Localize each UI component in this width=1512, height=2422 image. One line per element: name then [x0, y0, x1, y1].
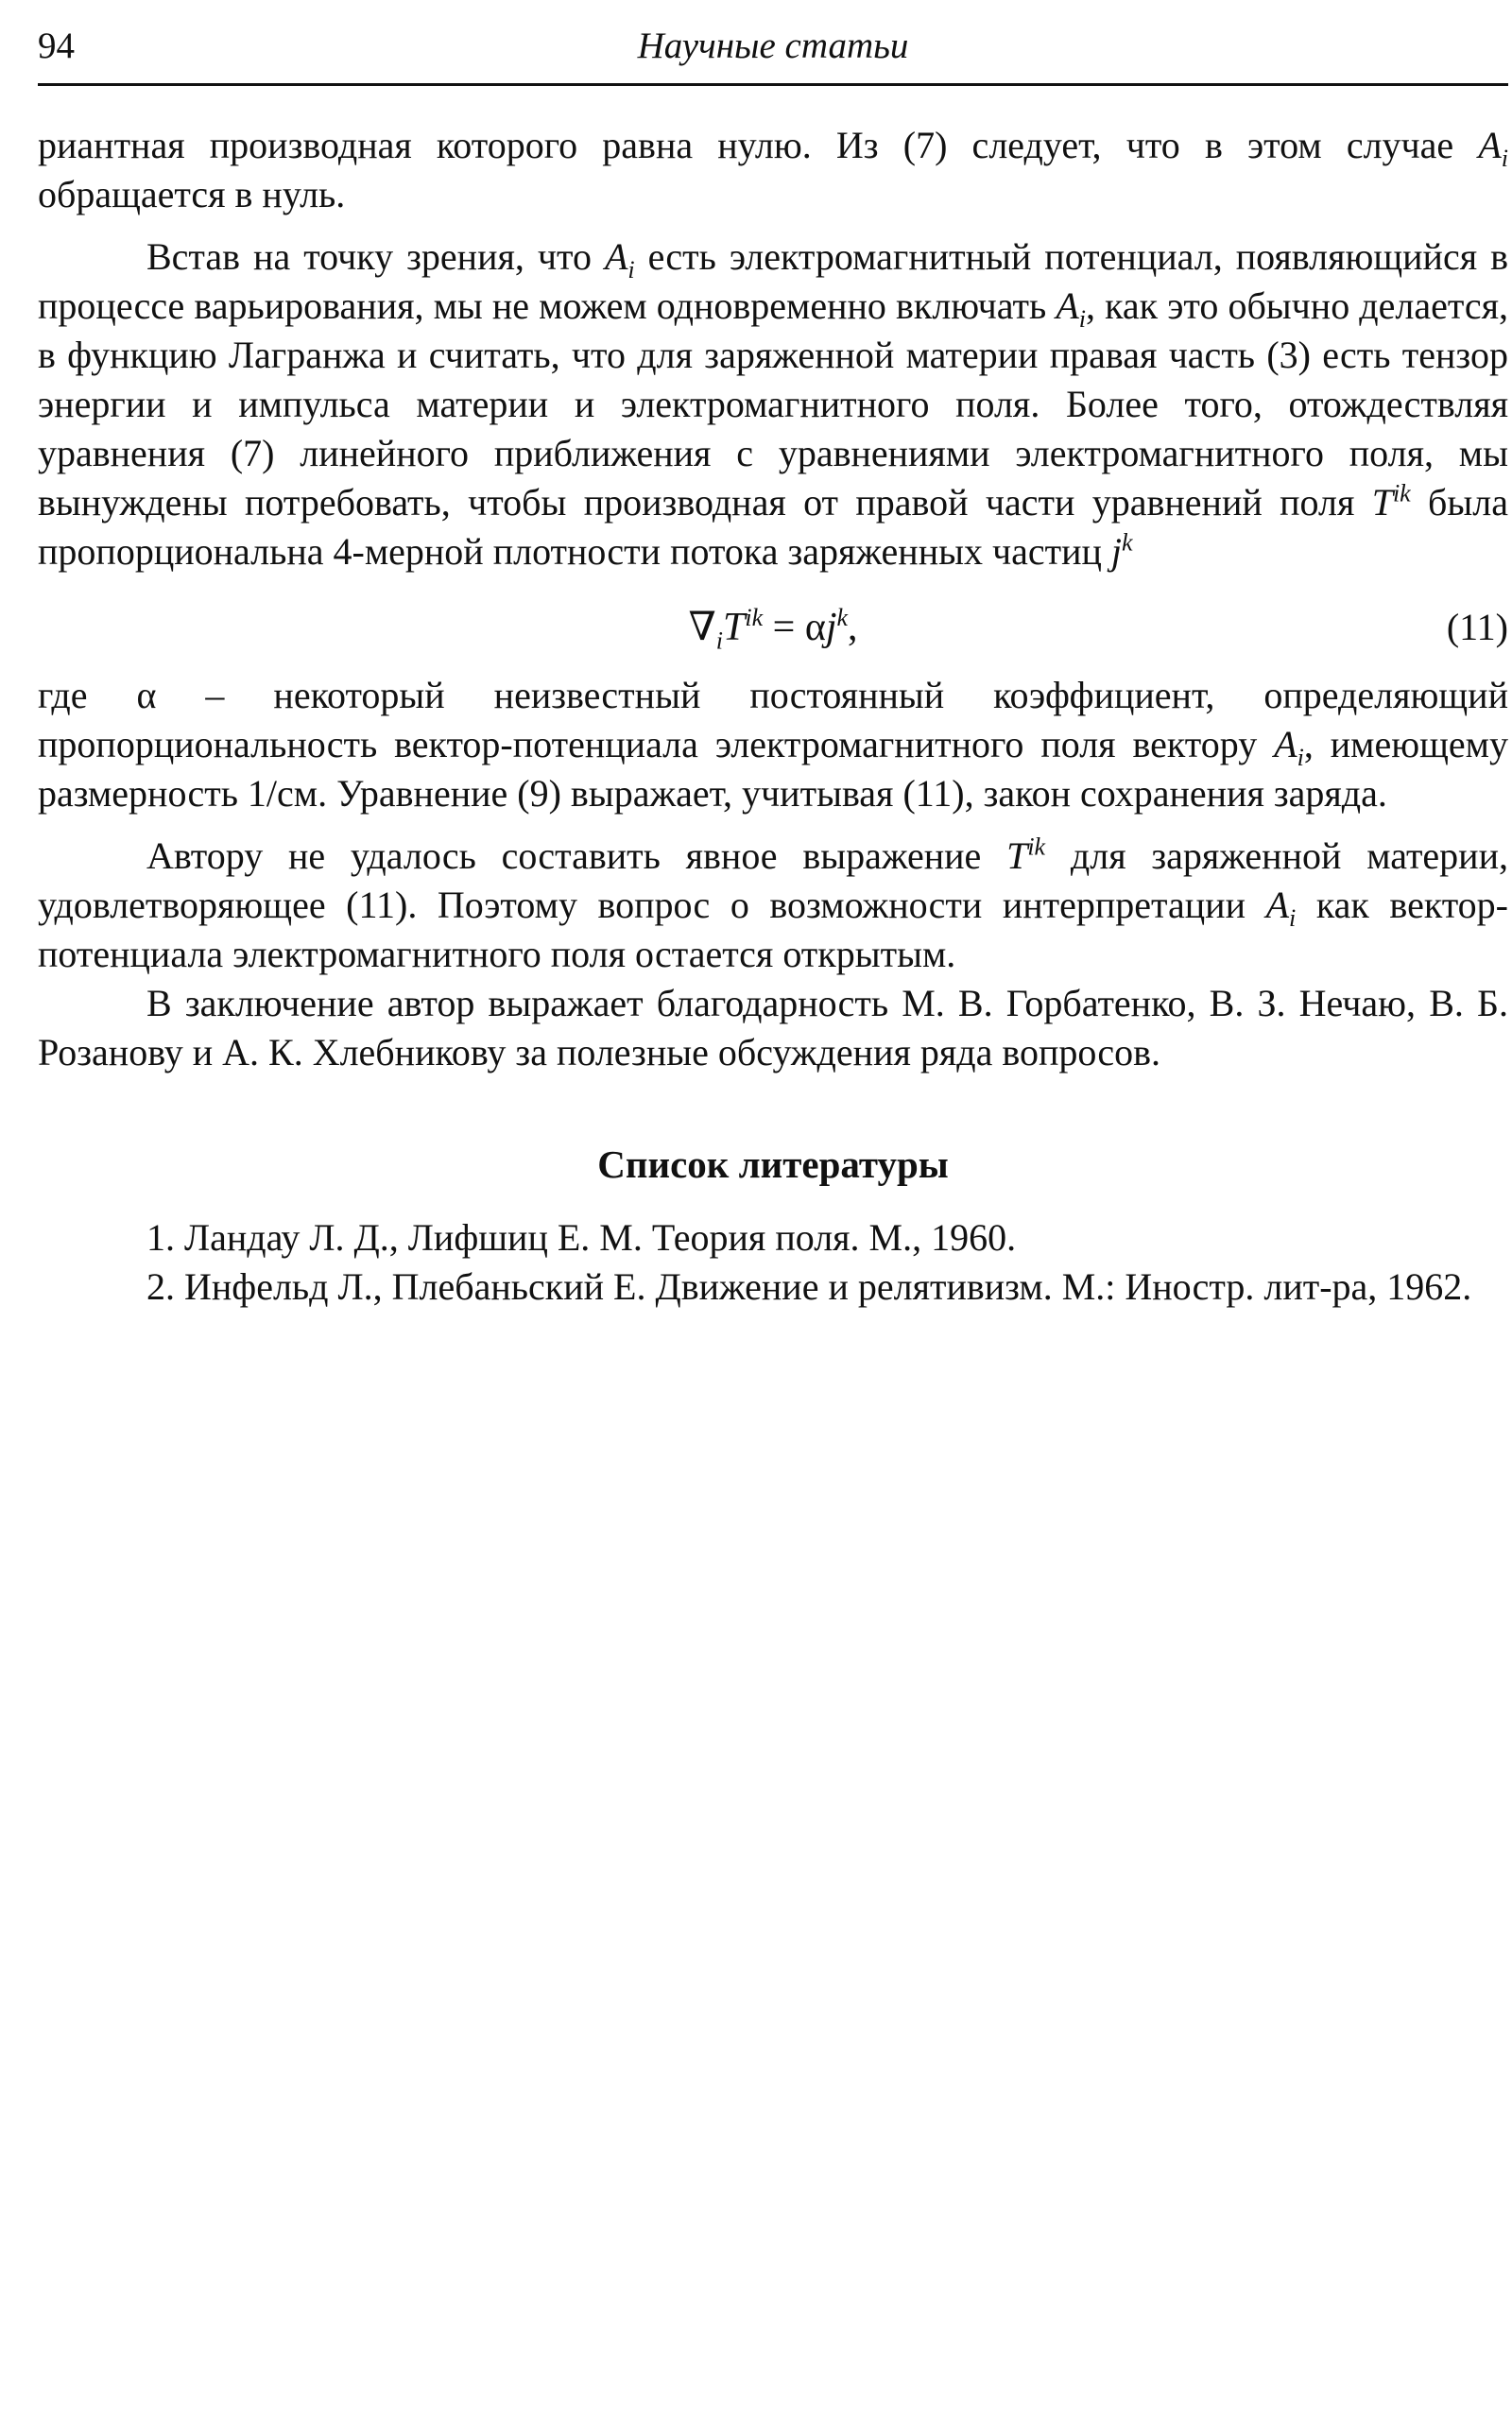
math-A-i: $A_i$ [1274, 723, 1304, 771]
paragraph-2 [38, 232, 1508, 576]
paragraph-5: В заключение автор выражает благодарность М. В. Горбатенко, В. З. Нечаю, В. Б. Розанову и А. К. Хлебникову за полезные обсуждения ряда вопросов. [38, 982, 1508, 1074]
running-title: Научные статьи [637, 26, 909, 66]
reference-item-1: 1. Ландау Л. Д., Лифшиц Е. М. Теория поля. М., 1960. [146, 1216, 1017, 1259]
text-run: как вектор-потенциала электромагнитного поля остается открытым. [38, 884, 1508, 975]
equation-number: (11) [1446, 606, 1508, 648]
equation-formula: $\nabla_iT^{ik} = \alpha j^k$, [688, 604, 858, 655]
math-T-ik: $T^{ik}$ [1371, 479, 1411, 524]
text-run: была пропорциональна 4-мерной плотности потока заряженных частиц [38, 481, 1508, 573]
math-A-i: $A_i$ [604, 235, 635, 283]
text-run: обращается в нуль. [38, 173, 346, 215]
text-run: , как это обычно делается, в функцию Лагранжа и считать, что для заряженной материи правая часть (3) есть тензор энергии и импульса материи и электромагнитного поля. Более того, отождествляя уравнения (7) линейного приближения с уравнениями электромагнитного поля, мы вынуждены потребовать, чтобы производная от правой части уравнений поля [38, 284, 1508, 524]
text-run: риантная производная которого равна нулю. Из (7) следует, что в этом случае [38, 124, 1479, 166]
text-run: , имеющему размерность 1/см. Уравнение (9) выражает, учитывая (11), закон сохранения заряда. [38, 723, 1508, 815]
math-A-i: $A_i$ [1265, 884, 1297, 932]
paragraph-4 [38, 832, 1508, 979]
text-run: Автору не удалось составить явное выражение [146, 834, 1007, 877]
math-j-k: $j^k$ [1110, 528, 1133, 573]
math-A-i: $A_i$ [1056, 284, 1086, 333]
paragraph-1 [38, 121, 1508, 219]
page-header [38, 21, 1508, 86]
text-run: где α – некоторый неизвестный постоянный коэффициент, определяющий пропорциональность вектор-потенциала электромагнитного поля вектору [38, 674, 1508, 765]
article-body [38, 121, 1508, 1312]
math-A-i: $A_i$ [1478, 124, 1508, 172]
equation-11 [38, 590, 1508, 671]
paragraph-3 [38, 671, 1508, 818]
text-run: есть электромагнитный потенциал, появляющийся в процессе варьирования, мы не можем одновременно включать [38, 235, 1508, 327]
text-run: Встав на точку зрения, что [146, 235, 605, 278]
text-run: для заряженной материи, удовлетворяющее (11). Поэтому вопрос о возможности интерпретации [38, 834, 1508, 926]
math-T-ik: $T^{ik}$ [1006, 833, 1046, 877]
page-number: 94 [38, 26, 75, 66]
reference-item-2: 2. Инфельд Л., Плебаньский Е. Движение и релятивизм. М.: Иностр. лит-ра, 1962. [146, 1265, 1472, 1308]
references-title: Список литературы [597, 1142, 949, 1186]
